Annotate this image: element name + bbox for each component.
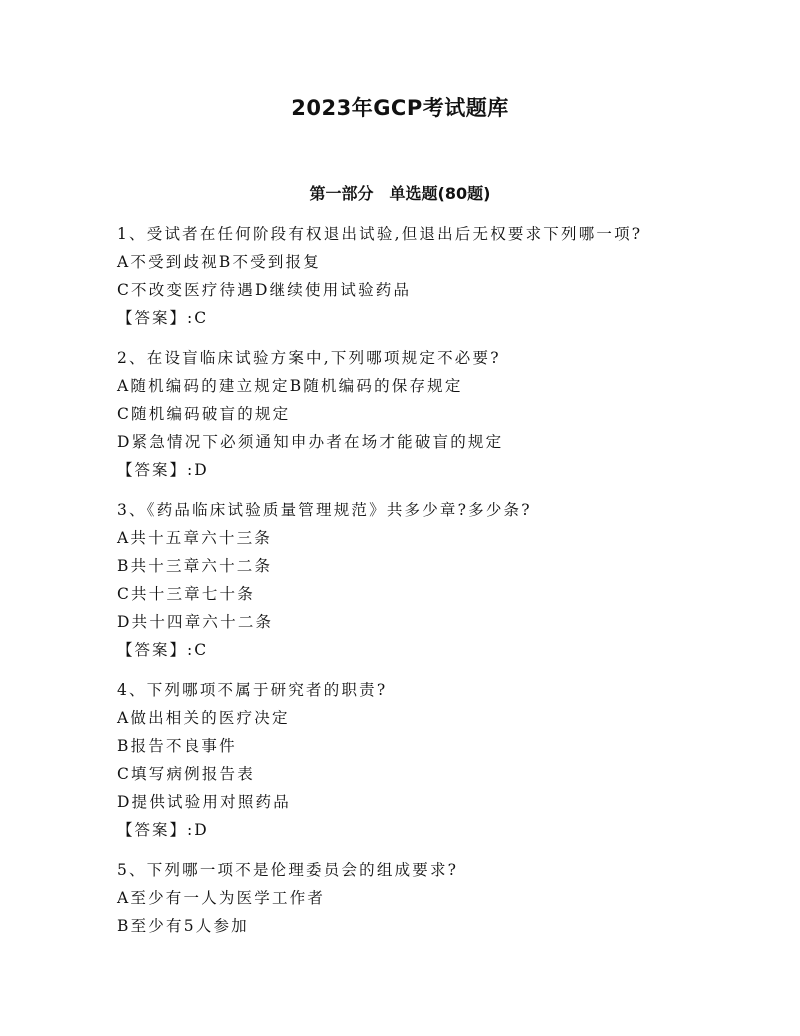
question-option: B报告不良事件 <box>117 737 237 755</box>
question-answer: 【答案】:C <box>117 309 209 327</box>
question-4 <box>117 676 777 844</box>
question-option: D提供试验用对照药品 <box>117 793 291 811</box>
question-5 <box>117 856 777 940</box>
question-option: A不受到歧视B不受到报复 <box>117 253 321 271</box>
question-answer: 【答案】:D <box>117 821 209 839</box>
question-answer: 【答案】:C <box>117 641 209 659</box>
question-option: C填写病例报告表 <box>117 765 255 783</box>
question-option: C不改变医疗待遇D继续使用试验药品 <box>117 281 412 299</box>
question-answer: 【答案】:D <box>117 461 209 479</box>
question-option: D紧急情况下必须通知申办者在场才能破盲的规定 <box>117 433 504 451</box>
question-stem: 5、下列哪一项不是伦理委员会的组成要求? <box>117 861 459 879</box>
question-3 <box>117 496 777 664</box>
question-option: A做出相关的医疗决定 <box>117 709 290 727</box>
question-option: A随机编码的建立规定B随机编码的保存规定 <box>117 377 463 395</box>
question-option: B共十三章六十二条 <box>117 557 273 575</box>
question-option: A至少有一人为医学工作者 <box>117 889 326 907</box>
question-option: C共十三章七十条 <box>117 585 255 603</box>
question-1 <box>117 220 777 332</box>
question-option: B至少有5人参加 <box>117 917 249 935</box>
question-option: C随机编码破盲的规定 <box>117 405 291 423</box>
document-title: 2023年GCP考试题库 <box>291 96 509 120</box>
question-list <box>117 220 777 952</box>
question-2 <box>117 344 777 484</box>
question-stem: 3、《药品临床试验质量管理规范》共多少章?多少条? <box>117 501 532 519</box>
section-title: 第一部分 单选题(80题) <box>309 184 491 203</box>
question-stem: 1、受试者在任何阶段有权退出试验,但退出后无权要求下列哪一项? <box>117 225 643 243</box>
question-option: A共十五章六十三条 <box>117 529 272 547</box>
question-stem: 4、下列哪项不属于研究者的职责? <box>117 681 388 699</box>
question-stem: 2、在设盲临床试验方案中,下列哪项规定不必要? <box>117 349 501 367</box>
question-option: D共十四章六十二条 <box>117 613 274 631</box>
